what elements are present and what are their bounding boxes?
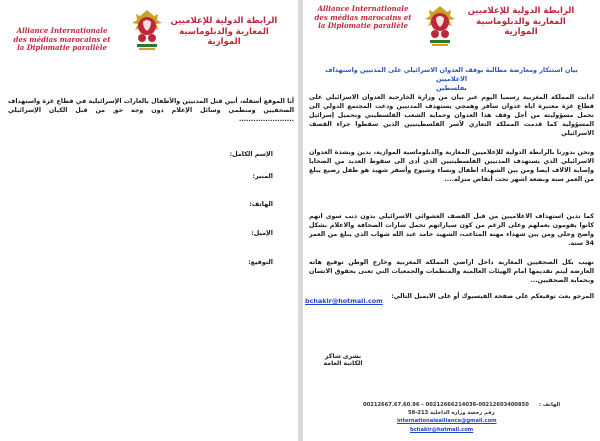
org-name-ar [168, 16, 280, 48]
signatory-role: الكاتبة العامة [323, 360, 363, 367]
org-name-fr-line: des médias marocains et [314, 12, 412, 22]
org-name-ar-line: الموازية [504, 27, 538, 37]
outlet-field-label: المنبر: [252, 172, 273, 180]
org-name-fr-line: la Diplomatie parallèle [17, 43, 107, 52]
footer-phone-label: الهاتف : [539, 402, 561, 408]
statement-paragraph-4: نهيب بكل الصحفيين المغاربة داخل اراضي المملكة المغربية وخارج الوطن توقيع هاته العارضة ليتم تقديمها امام الهيئات العالمية والمنظمات والجمعيات التي تعنى بحقوق الانسان وبحماية الصحفيين... [309, 259, 594, 284]
statement-paragraph-1: ادانت المملكة المغربية رسميا اليوم عبر بيان من وزارة الخارجية العدوان الاسرائيلي على قطاع غزة معتبرة اياه عدوان سافر وهمجي يستهدف المدنيين ودعت المجتمع الدولي الى تحمل مسؤوليته من أجل وقف هذا العدوان وحماية الشعب الفلسطيني وتحميل إسرائيل المسؤولية كما قدمت المملكة التعازي لأسر الفلسطينيين الذين سقطوا جراء القصف الاسرائيلي [309, 94, 594, 137]
right-page [303, 0, 600, 441]
left-page [0, 0, 298, 441]
org-name-fr-line: des médias marocains et [13, 34, 111, 44]
fullname-field-label: الإسم الكامل: [229, 150, 273, 158]
statement-title-line: بيان استنكار ومعارضة مطالبة بوقف العدوان الاسرائيلي على المدنيين واستهداف الاعلاميين [325, 66, 578, 83]
signature-block [303, 353, 383, 367]
org-logo [421, 2, 459, 50]
footer-phones: 00212667.67.60.96 – 00212666214036-00212603400850 [363, 402, 529, 408]
footer-email-1[interactable]: internationalealliance@gmail.com [397, 418, 497, 424]
declaration-paragraph: أنا الموقع أسفله، أنين قتل المدنيين والأطفال بالغارات الإسرائيلية في قطاع غزة واستهداف الصحفيين ومنظمي وسائل الإعلام دون وجه حق من قبل الكيان الإسرائيلي ....................... [8, 98, 294, 123]
email-field-label: الإميل: [251, 229, 273, 237]
statement-title [309, 66, 594, 93]
phone-field-label: الهاتف: [249, 200, 273, 208]
footer-license: رقم رخصة وزارة الداخلية 213-58 [408, 410, 495, 416]
org-name-ar-line: الرابطة الدولية للإعلاميين [170, 16, 278, 26]
org-name-ar-line: الموازية [207, 37, 241, 47]
contact-email-link[interactable]: bchakir@hotmail.com [305, 297, 383, 305]
org-name-fr-line: Alliance Internationale [16, 26, 108, 35]
footer-email-2[interactable]: bchakir@hotmail.com [410, 427, 474, 433]
org-name-ar-line: المغاربة والدبلوماسية [476, 16, 566, 27]
org-name-ar [461, 6, 581, 38]
statement-paragraph-5: المرجو بعث توقيعكم على صفحة الفيسبوك أو على الايميل التالي: [391, 293, 594, 300]
org-name-fr [304, 5, 422, 31]
org-name-ar-line: الرابطة الدولية للإعلاميين [467, 6, 575, 16]
org-name-fr-line: Alliance Internationale [317, 4, 409, 13]
org-name-ar-line: المغاربة والدبلوماسية [179, 26, 269, 37]
org-name-fr-line: la Diplomatie parallèle [318, 21, 408, 30]
statement-paragraph-3: كما ندين استهداف الاعلاميين من قبل القصف العشوائي الاسرائيلي بدون ذنب سوى انهم كانوا يقومون بعملهم وعلى الرغم من كون سياراتهم تحمل شارات الصحافة والاعلام بشكل واضح وجلي ومن بين شهداء مهنة المتاعب، الشهيد حامد عبد الله شهاب الذي يبلغ من العمر 34 سنة. [309, 213, 594, 247]
org-name-fr [2, 27, 122, 53]
org-logo [128, 6, 166, 54]
statement-title-line: بفلسطين [436, 84, 467, 92]
signature-field-label: التوقيع: [248, 258, 273, 266]
statement-paragraph-2: ونحن بدورنا بالرابطة الدولية للإعلاميين المغاربة والدبلوماسية الموازية، ندين وبشدة العدوان الاسرائيلي الذي يستهدف المدنيين الفلسطينيين الذي أدى الى سقوط العديد من الضحايا وإصابة الالاف ايضا ومن بين الشهداء اطفال ونساء وشيوخ وأسفر شهيد هو طفل رضيع يبلغ من العمر سنة وبضعة اشهر تحت أنقاض منزله.... [309, 149, 594, 183]
signatory-name: بشرى شاكر [324, 353, 362, 360]
